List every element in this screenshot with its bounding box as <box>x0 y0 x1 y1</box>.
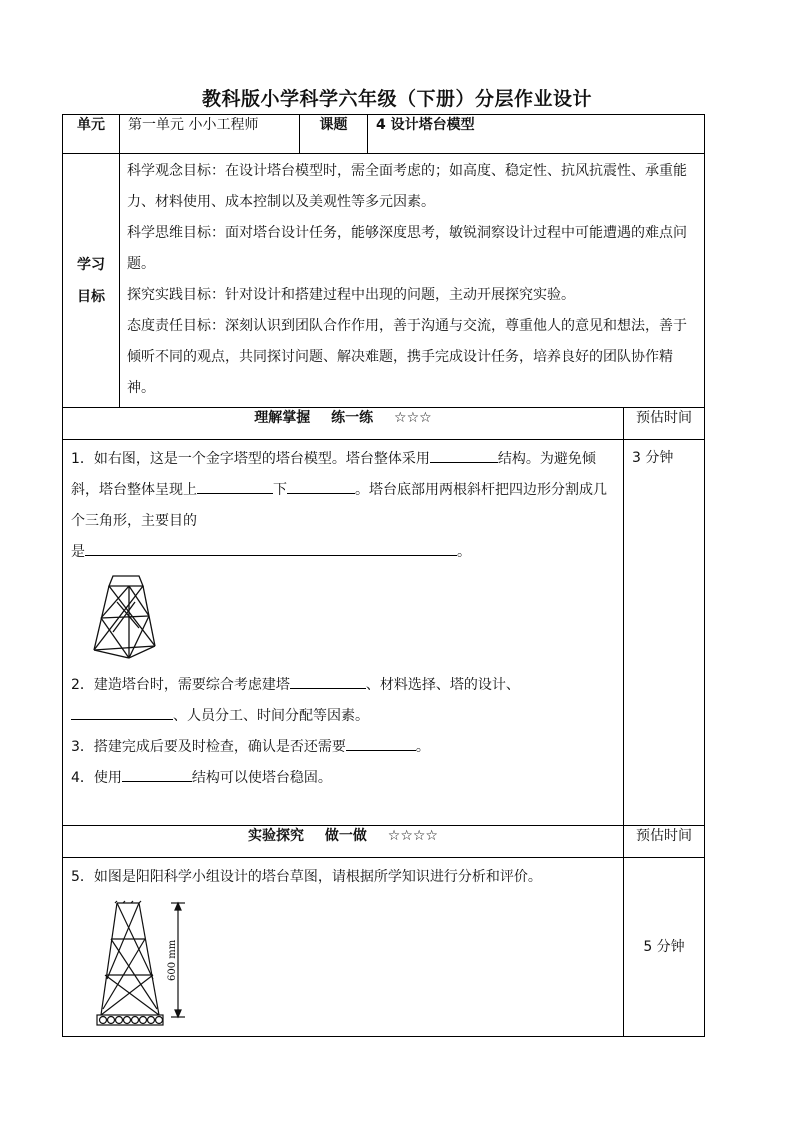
question-5: 5．如图是阳阳科学小组设计的塔台草图，请根据所学知识进行分析和评价。 <box>71 869 542 885</box>
section2-stars: ☆☆☆☆ <box>387 828 438 844</box>
section1-time-label: 预估时间 <box>624 408 705 440</box>
objective-practice: 探究实践目标：针对设计和搭建过程中出现的问题，主动开展探究实验。 <box>127 287 575 303</box>
section2-heading <box>63 826 624 858</box>
section1-time-value: 3 分钟 <box>624 440 705 826</box>
section1-questions <box>63 440 624 826</box>
objectives-label-line1: 学习 <box>77 256 105 273</box>
topic-value: 4 设计塔台模型 <box>368 115 705 154</box>
section2-heading-b: 做一做 <box>324 828 367 844</box>
section2-heading-a: 实验探究 <box>248 828 305 844</box>
section1-stars: ☆☆☆ <box>394 410 432 426</box>
section1-header-row <box>63 408 705 440</box>
unit-value: 第一单元 小小工程师 <box>120 115 300 154</box>
section2-content-row <box>63 858 705 1037</box>
section2-time-value: 5 分钟 <box>624 858 705 1037</box>
question-4: 4．使用 结构可以使塔台稳固。 <box>71 763 615 794</box>
answer-blank[interactable] <box>122 765 192 782</box>
tower-sketch-figure <box>95 899 205 1029</box>
answer-blank[interactable] <box>430 446 498 463</box>
objective-thinking: 科学思维目标：面对塔台设计任务，能够深度思考，敏锐洞察设计过程中可能遭遇的难点问题。 <box>127 225 687 272</box>
unit-row <box>63 115 705 154</box>
pyramid-tower-figure <box>89 572 159 662</box>
page-title: 教科版小学科学六年级（下册）分层作业设计 <box>201 88 592 110</box>
answer-blank[interactable] <box>197 477 273 494</box>
dimension-label: 600 mm <box>167 939 178 981</box>
section1-heading-b: 练一练 <box>331 410 374 426</box>
section2-header-row <box>63 826 705 858</box>
topic-label: 课题 <box>300 115 368 154</box>
objectives-row <box>63 154 705 408</box>
question-1: 1．如右图，这是一个金字塔型的塔台模型。塔台整体采用 结构。为避免倾斜，塔台整体呈现上 下 。塔台底部用两根斜杆把四边形分割成几个三角形，主要目的 <box>71 444 615 537</box>
answer-blank[interactable] <box>290 672 366 689</box>
answer-blank[interactable] <box>287 477 355 494</box>
objectives-content <box>120 154 705 408</box>
answer-blank[interactable] <box>85 539 457 556</box>
section2-time-label: 预估时间 <box>624 826 705 858</box>
objectives-label <box>63 154 120 408</box>
objectives-label-line2: 目标 <box>77 288 105 305</box>
answer-blank[interactable] <box>71 703 173 720</box>
question-2: 2．建造塔台时，需要综合考虑建塔 、材料选择、塔的设计、、人员分工、时间分配等因素。 <box>71 670 615 732</box>
worksheet-table <box>62 114 705 1037</box>
question-1-answer-line: 是 。 <box>71 537 615 568</box>
question-3: 3．搭建完成后要及时检查，确认是否还需要 。 <box>71 732 615 763</box>
section1-heading <box>63 408 624 440</box>
section1-heading-a: 理解掌握 <box>254 410 311 426</box>
section1-content-row <box>63 440 705 826</box>
answer-blank[interactable] <box>346 734 416 751</box>
unit-label: 单元 <box>63 115 120 154</box>
objective-concept: 科学观念目标：在设计塔台模型时，需全面考虑的；如高度、稳定性、抗风抗震性、承重能力、材料使用、成本控制以及美观性等多元因素。 <box>127 163 687 210</box>
objective-attitude: 态度责任目标：深刻认识到团队合作作用，善于沟通与交流，尊重他人的意见和想法，善于倾听不同的观点，共同探讨问题、解决难题，携手完成设计任务，培养良好的团队协作精神。 <box>127 318 687 396</box>
section2-questions <box>63 858 624 1037</box>
